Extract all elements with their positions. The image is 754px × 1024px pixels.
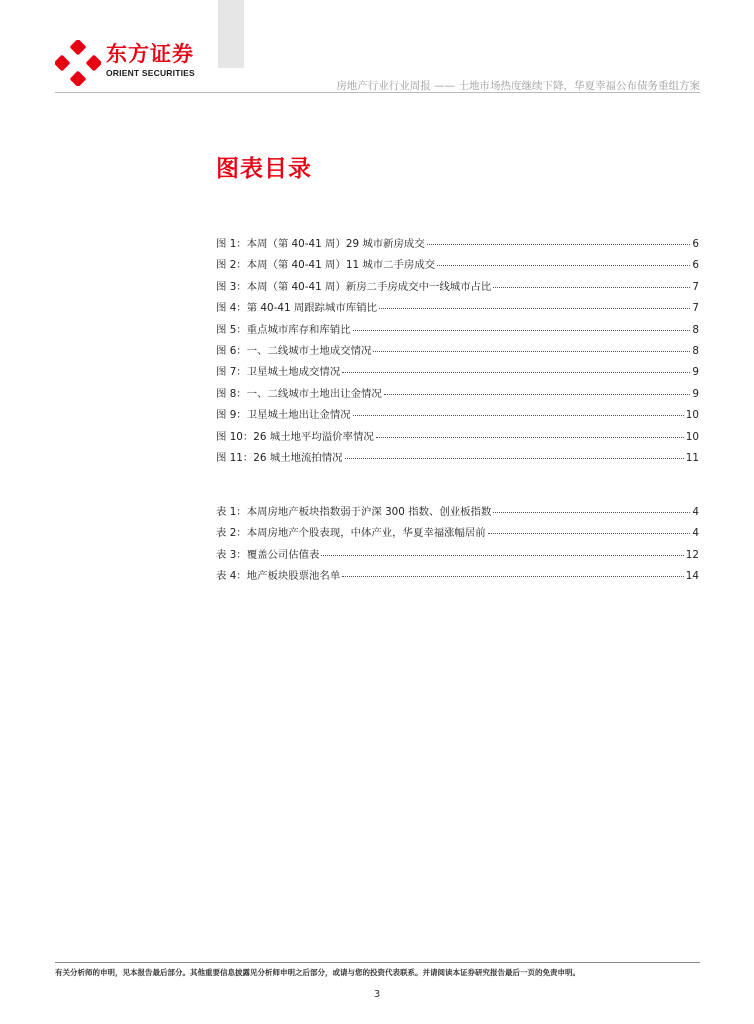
footer-disclaimer: 有关分析师的申明，见本报告最后部分。其他重要信息披露见分析师申明之后部分，或请与您的投资代表联系。并请阅读本证券研究报告最后一页的免责申明。 <box>55 968 580 977</box>
toc-item-page: 7 <box>692 280 699 293</box>
toc-title: 图表目录 <box>216 156 312 182</box>
toc-leader-dots <box>345 458 684 459</box>
table-list <box>216 503 699 589</box>
toc-leader-dots <box>488 533 691 534</box>
toc-leader-dots <box>321 555 683 556</box>
toc-item-page: 6 <box>692 238 699 250</box>
company-logo <box>55 40 215 86</box>
toc-item-page: 12 <box>685 548 699 561</box>
header-divider <box>55 92 700 93</box>
toc-item-label: 表 4：地产板块股票池名单 <box>216 570 341 583</box>
report-header-title: 房地产行业行业周报 —— 土地市场热度继续下降，华夏幸福公布债务重组方案 <box>336 80 700 92</box>
toc-item-page: 7 <box>692 302 699 315</box>
toc-item-table-4[interactable] <box>216 567 699 588</box>
toc-item-page: 10 <box>685 409 699 422</box>
toc-item-label: 图 2：本周（第 40-41 周）11 城市二手房成交 <box>216 259 436 272</box>
toc-item-page: 8 <box>692 323 699 336</box>
toc-item-label: 图 5：重点城市库存和库销比 <box>216 323 351 336</box>
toc-item-figure-9[interactable] <box>216 406 699 427</box>
orient-securities-logo-icon <box>55 40 101 86</box>
toc-item-label: 图 9：卫星城土地出让金情况 <box>216 409 351 422</box>
toc-item-page: 4 <box>692 527 699 540</box>
toc-leader-dots <box>427 244 691 245</box>
toc-item-label: 图 10：26 城土地平均溢价率情况 <box>216 430 374 443</box>
toc-leader-dots <box>373 351 690 352</box>
toc-item-label: 图 11：26 城土地流拍情况 <box>216 451 343 464</box>
footer-divider <box>55 962 700 963</box>
toc-leader-dots <box>493 512 690 513</box>
toc-item-label: 图 6：一、二线城市土地成交情况 <box>216 344 372 357</box>
toc-leader-dots <box>384 394 691 395</box>
header-gray-bar <box>218 0 244 68</box>
toc-leader-dots <box>493 287 690 288</box>
toc-item-label: 表 1：本周房地产板块指数弱于沪深 300 指数、创业板指数 <box>216 506 492 518</box>
page-number: 3 <box>373 989 381 1000</box>
toc-item-page: 11 <box>685 451 699 464</box>
toc-item-page: 9 <box>692 387 699 400</box>
toc-leader-dots <box>379 308 690 309</box>
figure-list <box>216 235 699 470</box>
toc-item-label: 表 2：本周房地产个股表现，中体产业，华夏幸福涨幅居前 <box>216 527 486 540</box>
toc-item-page: 10 <box>685 430 699 443</box>
toc-item-figure-7[interactable] <box>216 363 699 384</box>
toc-item-figure-4[interactable] <box>216 299 699 320</box>
toc-item-page: 9 <box>692 366 699 379</box>
toc-item-page: 14 <box>685 570 699 583</box>
toc-item-figure-6[interactable] <box>216 342 699 363</box>
toc-leader-dots <box>342 576 684 577</box>
toc-item-figure-8[interactable] <box>216 385 699 406</box>
company-name-en: ORIENT SECURITIES <box>106 68 195 78</box>
toc-item-figure-1[interactable] <box>216 235 699 256</box>
toc-item-page: 8 <box>692 344 699 357</box>
toc-item-table-1[interactable] <box>216 503 699 524</box>
toc-item-label: 表 3：覆盖公司估值表 <box>216 548 320 561</box>
toc-item-figure-2[interactable] <box>216 256 699 277</box>
company-name-cn: 东方证券 <box>106 42 194 66</box>
toc-item-figure-11[interactable] <box>216 449 699 470</box>
toc-item-figure-3[interactable] <box>216 278 699 299</box>
toc-leader-dots <box>437 265 690 266</box>
toc-leader-dots <box>376 437 684 438</box>
toc-item-page: 4 <box>692 506 699 518</box>
toc-item-label: 图 3：本周（第 40-41 周）新房二手房成交中一线城市占比 <box>216 280 492 293</box>
toc-item-label: 图 4：第 40-41 周跟踪城市库销比 <box>216 302 378 315</box>
toc-item-figure-5[interactable] <box>216 321 699 342</box>
toc-item-label: 图 1：本周（第 40-41 周）29 城市新房成交 <box>216 238 425 250</box>
toc-leader-dots <box>353 415 684 416</box>
toc-item-figure-10[interactable] <box>216 428 699 449</box>
toc-item-label: 图 7：卫星城土地成交情况 <box>216 366 341 379</box>
toc-item-label: 图 8：一、二线城市土地出让金情况 <box>216 387 382 400</box>
toc-leader-dots <box>353 330 691 331</box>
toc-leader-dots <box>342 372 690 373</box>
toc-item-page: 6 <box>692 259 699 272</box>
toc-item-table-3[interactable] <box>216 546 699 567</box>
toc-item-table-2[interactable] <box>216 524 699 545</box>
